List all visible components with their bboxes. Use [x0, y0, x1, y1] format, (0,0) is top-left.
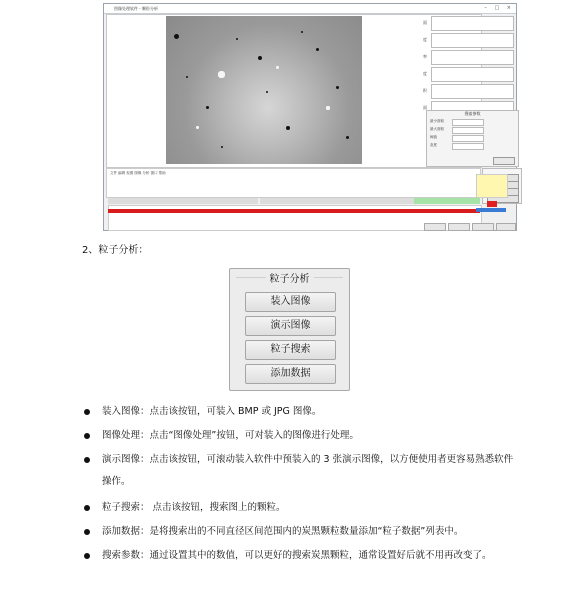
result-row: 面	[421, 101, 516, 117]
particle-search-button[interactable]: 粒子搜索	[245, 340, 336, 360]
bright-speck	[196, 126, 199, 129]
demo-image-button[interactable]: 演示图像	[245, 316, 336, 336]
params-title: 搜索参数	[464, 111, 481, 116]
bullet-icon	[84, 457, 90, 463]
bottom-button[interactable]	[424, 223, 446, 231]
particle-speck	[346, 136, 349, 139]
param-row: 阈值	[430, 135, 437, 141]
particle-speck	[301, 31, 303, 33]
particle-speck	[186, 76, 188, 78]
param-row: 最小面积	[430, 119, 444, 125]
particle-speck	[258, 56, 262, 60]
bullet-icon	[84, 409, 90, 415]
result-row: 面	[421, 16, 516, 32]
particle-speck	[221, 146, 223, 148]
search-params-group	[426, 110, 519, 167]
param-field[interactable]	[452, 119, 484, 126]
param-field[interactable]	[452, 127, 484, 134]
progress-bar-left	[108, 198, 258, 204]
bottom-button[interactable]	[496, 223, 516, 231]
result-box[interactable]	[431, 16, 514, 31]
bright-speck	[326, 106, 330, 110]
load-image-button[interactable]: 装入图像	[245, 292, 336, 312]
bullet-icon	[84, 433, 90, 439]
particle-speck	[266, 91, 268, 93]
table-selected-row	[108, 209, 480, 213]
bullet-icon	[84, 505, 90, 511]
param-field[interactable]	[452, 135, 484, 142]
menu-area	[106, 168, 481, 198]
particle-speck	[206, 106, 209, 109]
highlight-field	[476, 174, 508, 198]
particle-speck	[286, 126, 290, 130]
bullet-icon	[84, 529, 90, 535]
particle-speck	[236, 38, 238, 40]
result-box[interactable]	[431, 67, 514, 82]
bottom-button[interactable]	[472, 223, 494, 231]
param-row: 最大面积	[430, 127, 444, 133]
color-swatch-red[interactable]	[487, 201, 497, 207]
particle-speck	[174, 34, 179, 39]
blue-slider[interactable]	[476, 208, 506, 212]
param-row: 灰度	[430, 143, 437, 149]
result-box[interactable]	[431, 84, 514, 99]
result-box[interactable]	[431, 33, 514, 48]
bullet-icon	[84, 553, 90, 559]
add-data-button[interactable]: 添加数据	[245, 364, 336, 384]
result-row: 率	[421, 50, 516, 66]
default-params-button[interactable]	[493, 157, 515, 165]
particle-speck	[336, 86, 339, 89]
progress-bar-right	[260, 198, 480, 204]
window-controls: – □ ×	[484, 5, 514, 11]
result-box[interactable]	[431, 50, 514, 65]
particle-analysis-panel	[229, 268, 350, 391]
window-titlebar	[104, 4, 516, 14]
micrograph-image	[166, 16, 362, 164]
menu-row: 文件 编辑 视图 图像 分析 窗口 帮助	[110, 171, 166, 175]
panel-title: 粒子分析	[230, 270, 349, 285]
param-field[interactable]	[452, 143, 484, 150]
result-row: 积	[421, 84, 516, 100]
particle-speck	[316, 48, 319, 51]
bright-speck	[276, 66, 279, 69]
software-screenshot	[103, 3, 517, 231]
result-row: 度	[421, 67, 516, 83]
bottom-button[interactable]	[448, 223, 470, 231]
section-heading: 2、粒子分析：	[82, 245, 149, 256]
window-title: 图像处理软件 - 颗粒分析	[114, 6, 158, 11]
result-row: 度	[421, 33, 516, 49]
bright-speck	[218, 71, 225, 78]
